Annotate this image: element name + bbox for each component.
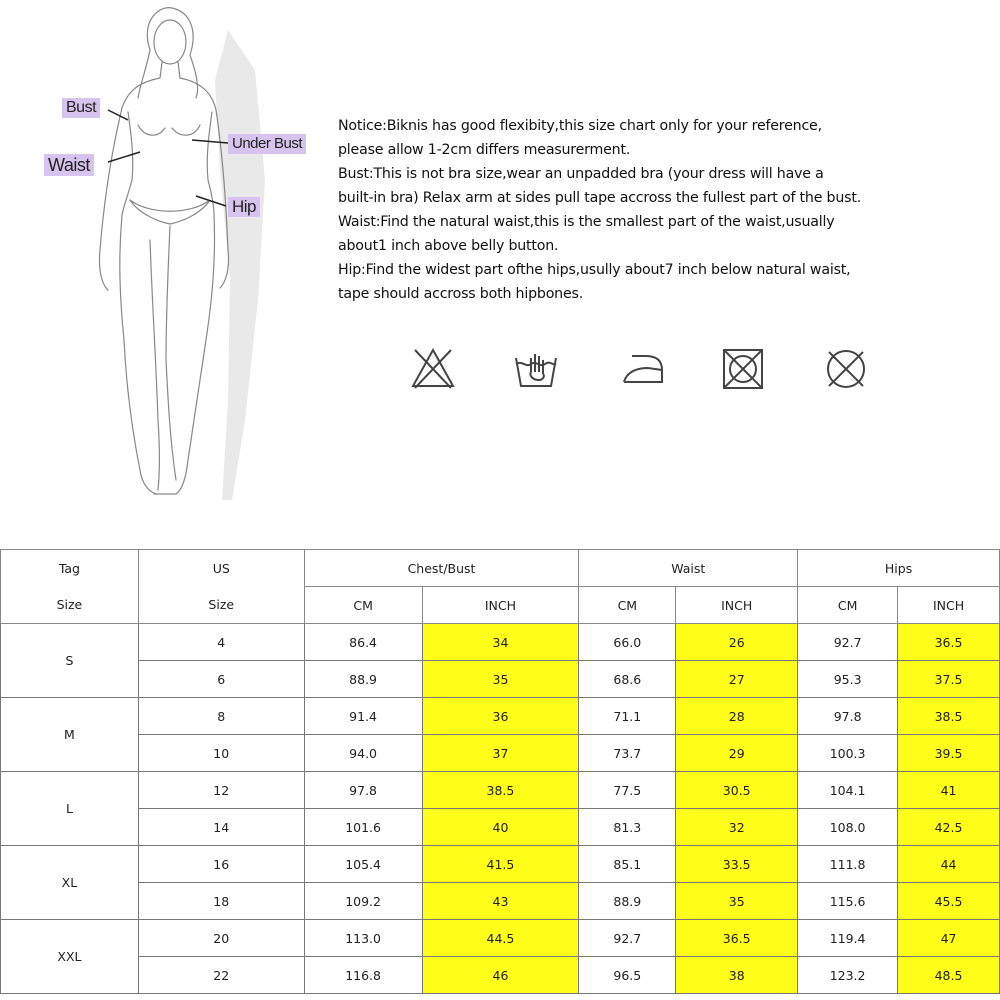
waist-cm-cell: 81.3 [579, 809, 676, 846]
waist-header: Waist [579, 550, 798, 587]
table-row [1, 920, 1000, 957]
bust-inch-cell: 41.5 [422, 846, 579, 883]
hip-cm-cell: 92.7 [798, 624, 898, 661]
waist-cm-cell: 85.1 [579, 846, 676, 883]
size-notice-text [338, 114, 993, 306]
iron-icon [620, 346, 666, 392]
waist-inch-cell: 29 [676, 735, 798, 772]
hip-inch-cell: 44 [898, 846, 1000, 883]
hip-cm-cell: 115.6 [798, 883, 898, 920]
bust-cm-cell: 113.0 [304, 920, 422, 957]
tag-size-cell: XXL [1, 920, 139, 994]
tag-size-cell: L [1, 772, 139, 846]
waist-cm-cell: 71.1 [579, 698, 676, 735]
tag-header-bottom: Size [1, 587, 139, 624]
hip-inch-cell: 45.5 [898, 883, 1000, 920]
hip-inch-cell: 36.5 [898, 624, 1000, 661]
waist-inch-cell: 28 [676, 698, 798, 735]
waist-inch-cell: 36.5 [676, 920, 798, 957]
hip-inch-cell: 37.5 [898, 661, 1000, 698]
bust-inch-cell: 36 [422, 698, 579, 735]
table-row [1, 809, 1000, 846]
notice-line: please allow 1-2cm differs measurerment. [338, 142, 631, 158]
bust-inch-cell: 37 [422, 735, 579, 772]
table-row [1, 735, 1000, 772]
bust-inch-cell: 43 [422, 883, 579, 920]
hip-cm-cell: 100.3 [798, 735, 898, 772]
us-size-cell: 8 [138, 698, 304, 735]
bust-inch-cell: 40 [422, 809, 579, 846]
table-row [1, 661, 1000, 698]
under-bust-label: Under Bust [228, 134, 306, 154]
waist-cm-cell: 96.5 [579, 957, 676, 994]
hip-inch-header: INCH [898, 587, 1000, 624]
waist-inch-cell: 38 [676, 957, 798, 994]
hip-inch-cell: 42.5 [898, 809, 1000, 846]
waist-cm-cell: 92.7 [579, 920, 676, 957]
table-row [1, 698, 1000, 735]
bust-inch-cell: 34 [422, 624, 579, 661]
waist-cm-cell: 88.9 [579, 883, 676, 920]
notice-line: Waist:Find the natural waist,this is the smallest part of the waist,usually [338, 214, 835, 230]
hand-wash-icon [513, 346, 559, 392]
bust-inch-cell: 46 [422, 957, 579, 994]
woman-figure-sketch [0, 0, 330, 520]
hip-cm-header: CM [798, 587, 898, 624]
bust-cm-cell: 105.4 [304, 846, 422, 883]
bust-inch-cell: 44.5 [422, 920, 579, 957]
notice-line: Bust:This is not bra size,wear an unpadded bra (your dress will have a [338, 166, 824, 182]
table-row [1, 624, 1000, 661]
us-size-cell: 6 [138, 661, 304, 698]
do-not-bleach-icon [410, 346, 456, 392]
us-size-cell: 14 [138, 809, 304, 846]
waist-cm-cell: 73.7 [579, 735, 676, 772]
hip-cm-cell: 97.8 [798, 698, 898, 735]
bust-cm-header: CM [304, 587, 422, 624]
header-row-top [1, 550, 1000, 587]
bust-label: Bust [62, 98, 100, 118]
notice-line: Hip:Find the widest part ofthe hips,usully about7 inch below natural waist, [338, 262, 851, 278]
us-size-cell: 10 [138, 735, 304, 772]
waist-inch-cell: 27 [676, 661, 798, 698]
hip-inch-cell: 48.5 [898, 957, 1000, 994]
hip-cm-cell: 119.4 [798, 920, 898, 957]
tag-size-cell: S [1, 624, 139, 698]
notice-line: Notice:Biknis has good flexibity,this size chart only for your reference, [338, 118, 822, 134]
notice-line: tape should accross both hipbones. [338, 286, 584, 302]
bust-cm-cell: 91.4 [304, 698, 422, 735]
header-row-bottom [1, 587, 1000, 624]
do-not-tumble-dry-icon [720, 346, 766, 392]
us-size-cell: 16 [138, 846, 304, 883]
hip-inch-cell: 38.5 [898, 698, 1000, 735]
us-header-bottom: Size [138, 587, 304, 624]
waist-inch-cell: 26 [676, 624, 798, 661]
hip-inch-cell: 47 [898, 920, 1000, 957]
waist-label: Waist [44, 154, 94, 176]
tag-size-cell: XL [1, 846, 139, 920]
bust-cm-cell: 101.6 [304, 809, 422, 846]
do-not-dry-clean-icon [823, 346, 869, 392]
bust-inch-cell: 35 [422, 661, 579, 698]
us-size-cell: 20 [138, 920, 304, 957]
hips-header: Hips [798, 550, 1000, 587]
hip-cm-cell: 95.3 [798, 661, 898, 698]
hip-cm-cell: 108.0 [798, 809, 898, 846]
waist-inch-cell: 30.5 [676, 772, 798, 809]
us-size-cell: 22 [138, 957, 304, 994]
waist-inch-header: INCH [676, 587, 798, 624]
hip-inch-cell: 41 [898, 772, 1000, 809]
table-row [1, 883, 1000, 920]
notice-line: about1 inch above belly button. [338, 238, 559, 254]
waist-cm-header: CM [579, 587, 676, 624]
hip-label: Hip [228, 197, 260, 217]
bust-cm-cell: 116.8 [304, 957, 422, 994]
us-header-top: US [138, 550, 304, 587]
us-size-cell: 4 [138, 624, 304, 661]
table-row [1, 772, 1000, 809]
bust-cm-cell: 109.2 [304, 883, 422, 920]
bust-cm-cell: 86.4 [304, 624, 422, 661]
size-chart-table [0, 549, 1000, 994]
bust-inch-header: INCH [422, 587, 579, 624]
bust-cm-cell: 97.8 [304, 772, 422, 809]
table-row [1, 957, 1000, 994]
waist-inch-cell: 35 [676, 883, 798, 920]
us-size-cell: 18 [138, 883, 304, 920]
tag-size-cell: M [1, 698, 139, 772]
hip-cm-cell: 123.2 [798, 957, 898, 994]
waist-cm-cell: 77.5 [579, 772, 676, 809]
bust-cm-cell: 94.0 [304, 735, 422, 772]
notice-line: built-in bra) Relax arm at sides pull tape accross the fullest part of the bust. [338, 190, 861, 206]
waist-inch-cell: 33.5 [676, 846, 798, 883]
waist-cm-cell: 66.0 [579, 624, 676, 661]
tag-header-top: Tag [1, 550, 139, 587]
table-row [1, 846, 1000, 883]
hip-inch-cell: 39.5 [898, 735, 1000, 772]
chest-bust-header: Chest/Bust [304, 550, 579, 587]
bust-inch-cell: 38.5 [422, 772, 579, 809]
hip-cm-cell: 111.8 [798, 846, 898, 883]
bust-cm-cell: 88.9 [304, 661, 422, 698]
waist-cm-cell: 68.6 [579, 661, 676, 698]
body-figure-illustration [0, 0, 330, 520]
waist-inch-cell: 32 [676, 809, 798, 846]
hip-cm-cell: 104.1 [798, 772, 898, 809]
us-size-cell: 12 [138, 772, 304, 809]
